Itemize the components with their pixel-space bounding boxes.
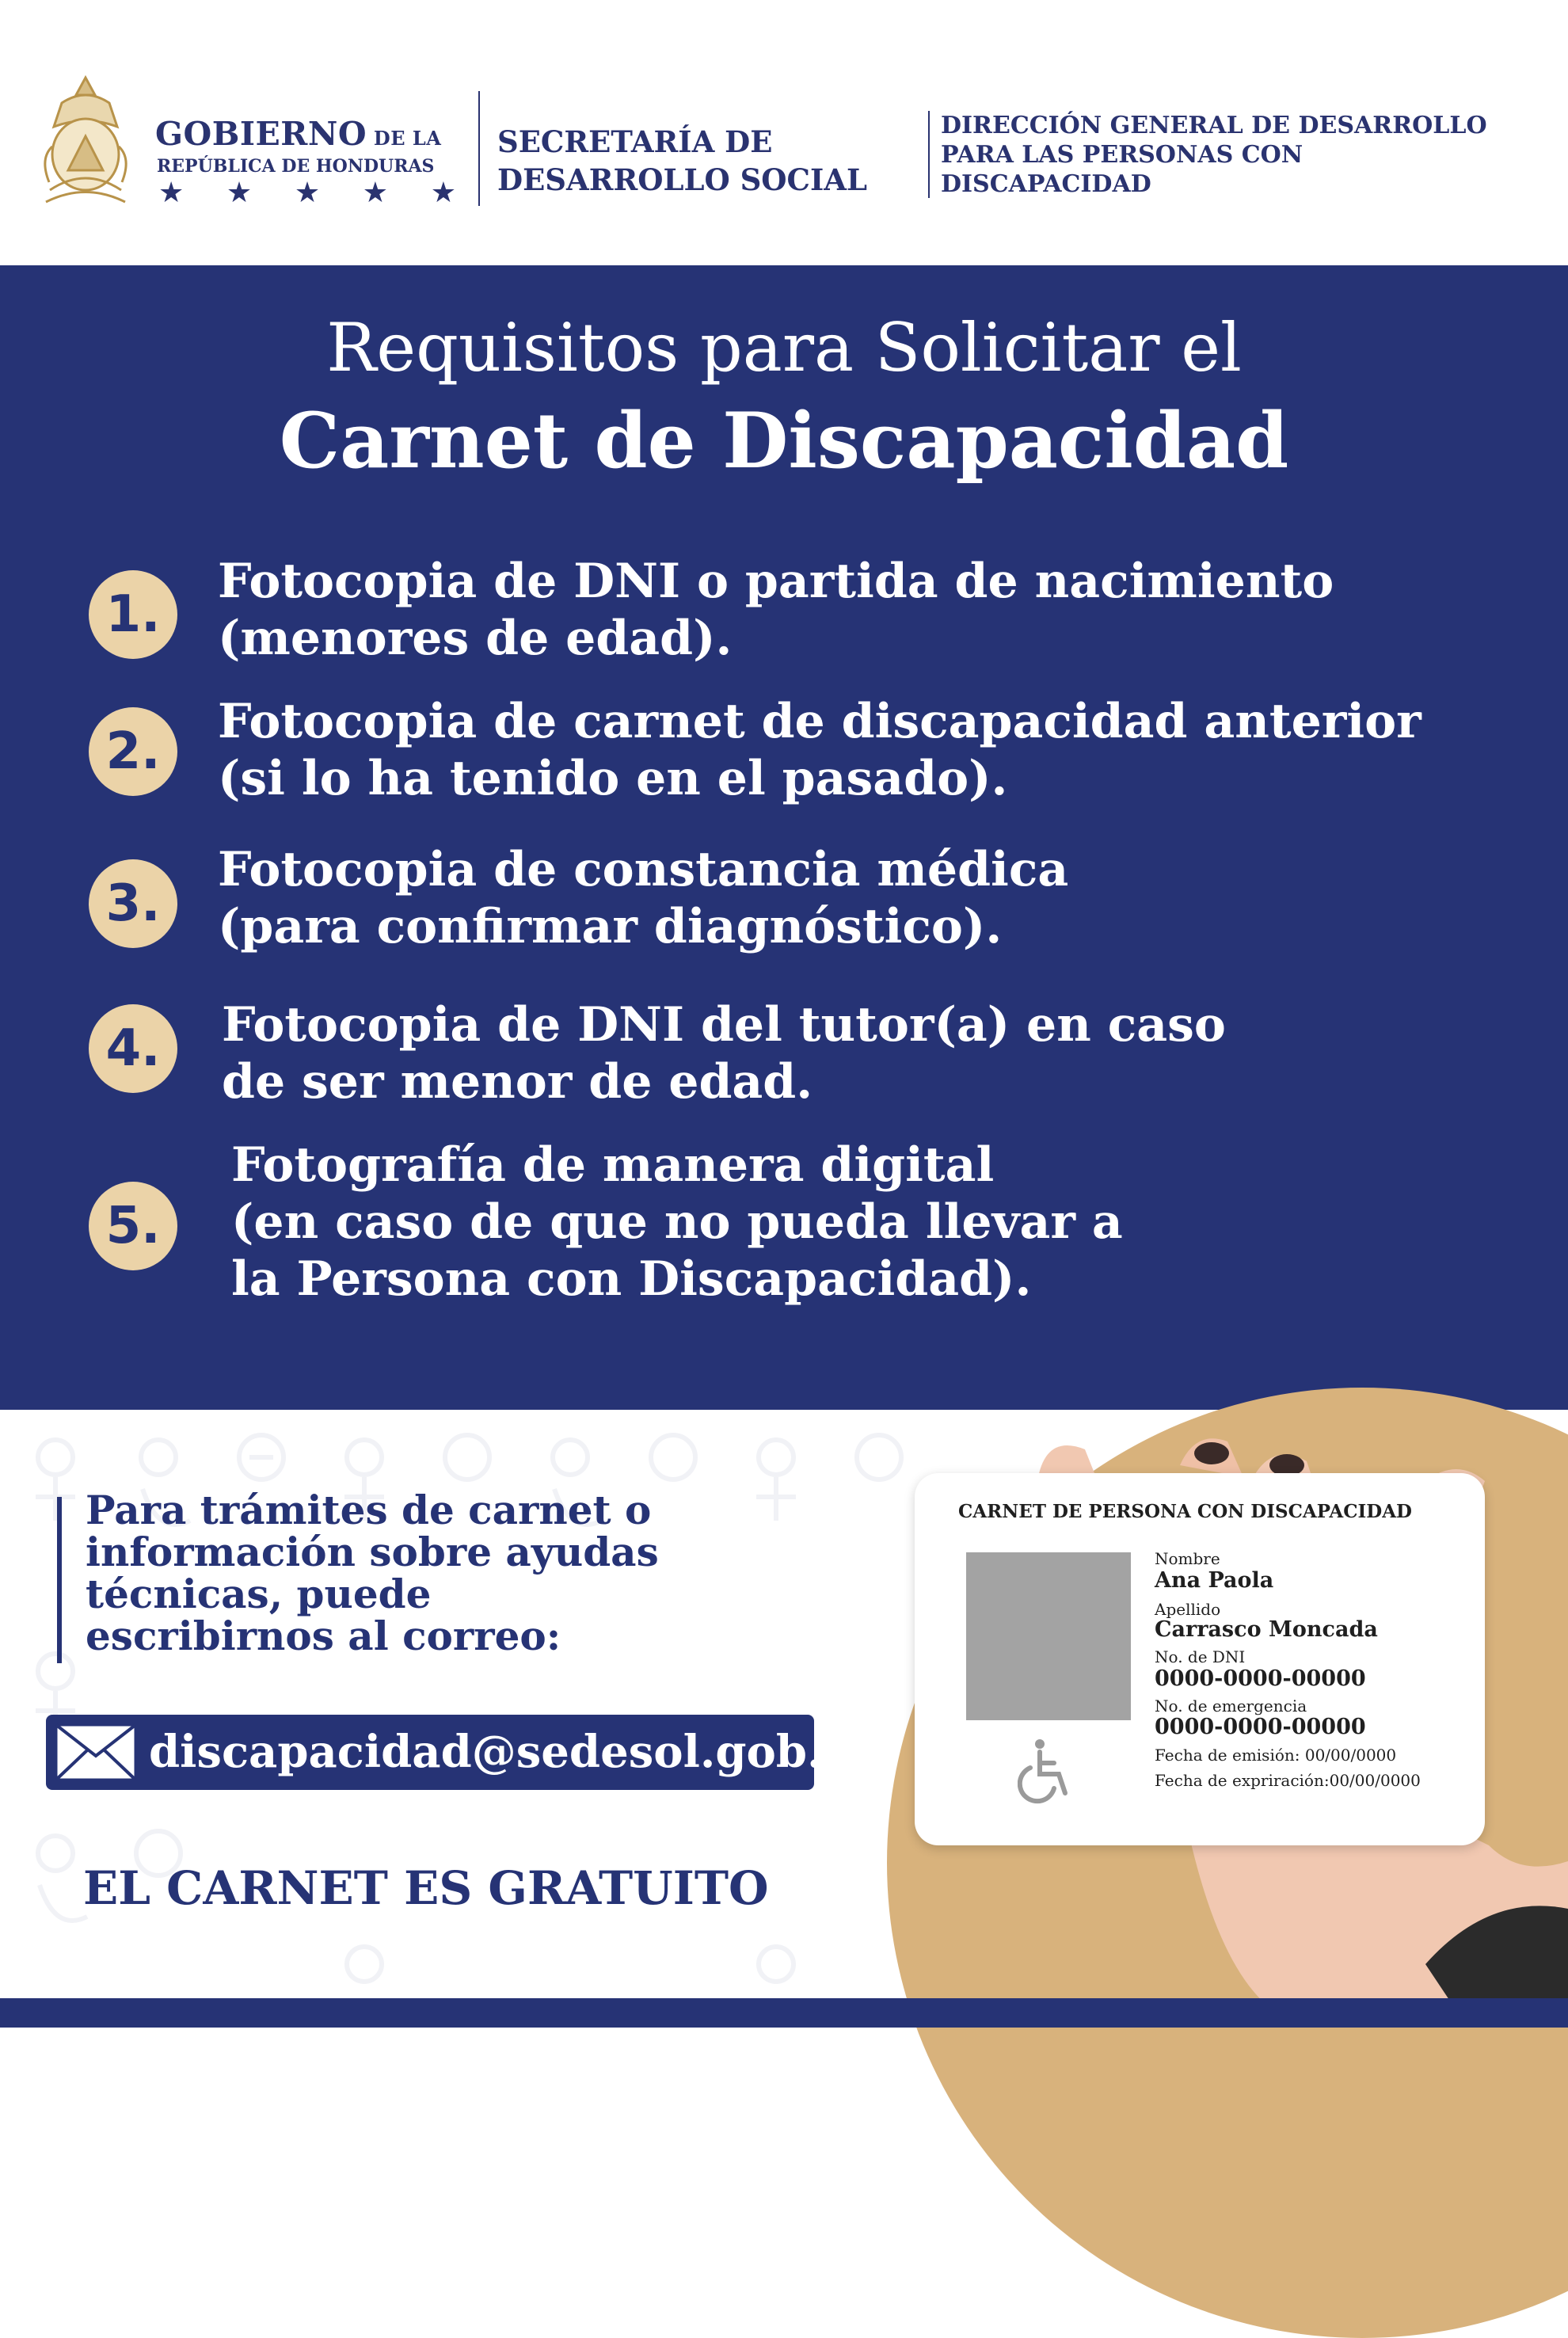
name-label: Nombre <box>1155 1549 1220 1568</box>
contact-text: Para trámites de carnet o información sobre ayudas técnicas, puede escribirnos al correo: <box>86 1487 659 1659</box>
accent-bar <box>57 1497 62 1663</box>
star-icon: ★ <box>294 177 321 209</box>
name-value: Ana Paola <box>1155 1568 1274 1593</box>
card-title: CARNET DE PERSONA CON DISCAPACIDAD <box>958 1501 1412 1522</box>
star-icon: ★ <box>362 177 389 209</box>
star-icon: ★ <box>430 177 456 209</box>
free-notice: EL CARNET ES GRATUITO <box>83 1861 769 1915</box>
requirement-number: 5. <box>89 1182 177 1270</box>
star-icon: ★ <box>226 177 253 209</box>
email-link[interactable]: discapacidad@sedesol.gob.hn <box>149 1726 887 1778</box>
star-icon: ★ <box>158 177 185 209</box>
emergency-label: No. de emergencia <box>1155 1696 1307 1715</box>
coat-of-arms-icon <box>38 71 133 214</box>
direccion-name: DIRECCIÓN GENERAL DE DESARROLLO PARA LAS PERSONAS CON DISCAPACIDAD <box>941 112 1487 198</box>
page-title-line1: Requisitos para Solicitar el <box>326 309 1242 386</box>
secretaria-name: SECRETARÍA DE DESARROLLO SOCIAL <box>497 124 868 197</box>
dni-label: No. de DNI <box>1155 1647 1246 1666</box>
header-divider <box>928 111 930 198</box>
star-row <box>158 176 456 211</box>
surname-value: Carrasco Moncada <box>1155 1617 1378 1642</box>
requirement-number: 3. <box>89 859 177 948</box>
emergency-value: 0000-0000-00000 <box>1155 1715 1366 1739</box>
requirement-text: Fotocopia de DNI del tutor(a) en caso de ser menor de edad. <box>222 997 1226 1110</box>
requirement-number: 4. <box>89 1004 177 1093</box>
requirement-text: Fotografía de manera digital (en caso de que no pueda llevar a la Persona con Discapacidad). <box>231 1137 1123 1307</box>
dni-value: 0000-0000-00000 <box>1155 1666 1366 1691</box>
surname-label: Apellido <box>1155 1600 1221 1619</box>
requirement-text: Fotocopia de carnet de discapacidad anterior (si lo ha tenido en el pasado). <box>218 694 1421 806</box>
header-divider <box>478 91 480 206</box>
issue-date: Fecha de emisión: 00/00/0000 <box>1155 1746 1397 1765</box>
photo-placeholder <box>966 1552 1131 1720</box>
requirement-number: 2. <box>89 707 177 796</box>
requirement-text: Fotocopia de constancia médica (para confirmar diagnóstico). <box>218 842 1069 954</box>
wheelchair-icon <box>1018 1736 1073 1804</box>
expiry-date: Fecha de exprіración:00/00/0000 <box>1155 1771 1421 1790</box>
government-subtitle: REPÚBLICA DE HONDURAS <box>157 156 435 177</box>
requirement-text: Fotocopia de DNI o partida de nacimiento (menores de edad). <box>218 554 1334 666</box>
requirement-number: 1. <box>89 570 177 659</box>
page-title-line2: Carnet de Discapacidad <box>279 396 1289 485</box>
government-title: GOBIERNO DE LA <box>155 115 442 153</box>
footer-bar <box>0 1998 1568 2028</box>
envelope-icon <box>54 1723 138 1782</box>
